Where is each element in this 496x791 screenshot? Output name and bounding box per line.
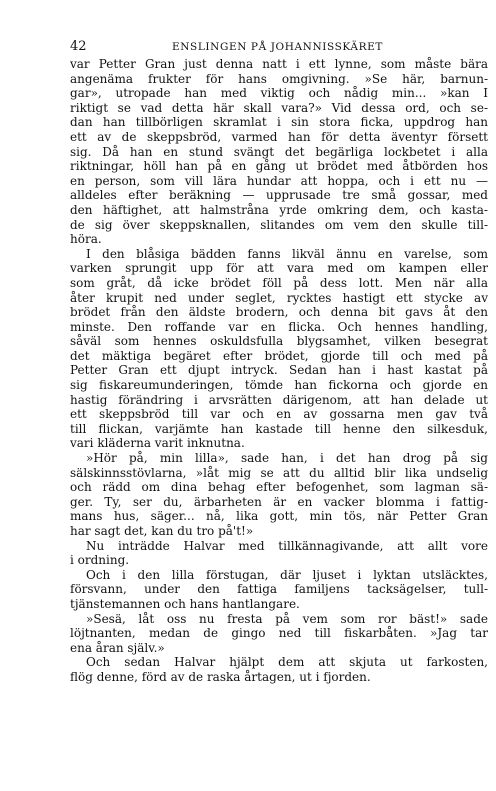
- text-line: flög denne, förd av de raska årtagen, ut i fjorden.: [70, 669, 371, 684]
- page-number: 42: [70, 39, 87, 54]
- text-line: såväl som hennes oskuldsfulla blygsamhet, vilken besegrat: [70, 334, 488, 349]
- text-line: varken sprungit upp för att vara med om kampen eller: [70, 261, 488, 276]
- text-line: höra.: [70, 232, 102, 247]
- text-line: ett av de skeppsbröd, varmed han för detta äventyr försett: [70, 129, 488, 144]
- text-line: och rädd om dina behag efter befogenhet, som lagman sä-: [70, 480, 488, 495]
- paragraph: [70, 655, 488, 684]
- text-line: sig fiskareumunderingen, tömde han fickorna och gjorde en: [70, 378, 488, 393]
- text-line: åter krupit ned under seglet, rycktes hastigt ett stycke av: [70, 290, 488, 305]
- text-line: riktigt se vad detta här skall vara?» Vid dessa ord, och se-: [70, 100, 488, 115]
- paragraph: [70, 451, 488, 539]
- text-line: den häftighet, att halmstråna yrde omkring dem, och kasta-: [70, 202, 488, 217]
- text-line: vari kläderna varit inknutna.: [70, 436, 245, 451]
- text-line: tjänstemannen och hans hantlangare.: [70, 596, 300, 611]
- text-line: Petter Gran ett djupt intryck. Sedan han i hast kastat på: [70, 363, 488, 378]
- text-line: gar», utropade han med viktig och nådig min... »kan I: [70, 86, 488, 101]
- text-line: i ordning.: [70, 553, 130, 568]
- text-line: dan han tillbörligen skramlat i sin stora ficka, uppdrog han: [70, 115, 488, 130]
- text-line: ett skeppsbröd till var och en av gossarna men gav två: [70, 407, 488, 422]
- body-text: [70, 57, 488, 685]
- text-line: minste. Den roffande var en flicka. Och hennes handling,: [70, 319, 488, 334]
- text-line: var Petter Gran just denna natt i ett lynne, som måste bära: [70, 57, 488, 71]
- text-line: till flickan, varjämte han kastade till henne den silkesduk,: [70, 421, 488, 436]
- text-line: de sig över skeppsknallen, slitandes om vem den skulle till-: [70, 217, 488, 232]
- text-line: har sagt det, kan du tro på't!»: [70, 524, 254, 538]
- text-line: »Hör på, min lilla», sade han, i det han drog på sig: [86, 451, 488, 466]
- text-line: en person, som vill lära hundar att hoppa, och i ett nu —: [70, 173, 488, 188]
- text-line: I den blåsiga bädden fanns likväl ännu en varelse, som: [86, 246, 488, 261]
- text-line: sig. Då han en stund svängt det begärliga lockbetet i alla: [70, 144, 488, 159]
- text-line: ena åran själv.»: [70, 640, 165, 655]
- text-line: Och i den lilla förstugan, där ljuset i lyktan utsläcktes,: [86, 567, 488, 582]
- text-line: sälskinnsstövlarna, »låt mig se att du alltid blir lika undselig: [70, 465, 488, 480]
- text-line: löjtnanten, medan de gingo ned till fiskarbåten. »Jag tar: [70, 626, 488, 641]
- text-line: riktningar, höll han på en gång ut brödet med åtbörden hos: [70, 159, 488, 174]
- paragraph: [70, 247, 488, 451]
- text-line: mans hus, säger... nå, lika gott, min tös, när Petter Gran: [70, 509, 488, 524]
- text-line: »Sesä, låt oss nu fresta på vem som ror bäst!» sade: [86, 611, 488, 626]
- text-line: brödet från den äldste brodern, och denna bit gavs åt den: [70, 305, 488, 320]
- text-line: hastig förändring i arvsrätten därigenom, att han delade ut: [70, 392, 488, 407]
- running-header: [70, 37, 488, 55]
- book-page: [70, 37, 488, 685]
- text-line: som gråt, då icke brödet föll på dess lott. Men när alla: [70, 275, 488, 290]
- paragraph: [70, 612, 488, 656]
- paragraph: [70, 568, 488, 612]
- text-line: ger. Ty, ser du, ärbarheten är en vacker blomma i fattig-: [70, 494, 488, 509]
- paragraph: [70, 539, 488, 568]
- text-line: försvann, under den fattiga familjens tacksägelser, tull-: [70, 582, 488, 597]
- text-line: det mäktiga begäret efter brödet, gjorde till och med på: [70, 348, 488, 363]
- running-title: ENSLINGEN PÅ JOHANNISSKÄRET: [172, 41, 383, 53]
- text-line: Och sedan Halvar hjälpt dem att skjuta ut farkosten,: [86, 655, 488, 670]
- text-line: Nu inträdde Halvar med tillkännagivande, att allt vore: [86, 538, 488, 553]
- text-line: alldeles efter beräkning — upprusade tre små gossar, med: [70, 188, 488, 203]
- text-line: angenäma frukter för hans omgivning. »Se här, barnun-: [70, 71, 488, 86]
- paragraph: [70, 57, 488, 247]
